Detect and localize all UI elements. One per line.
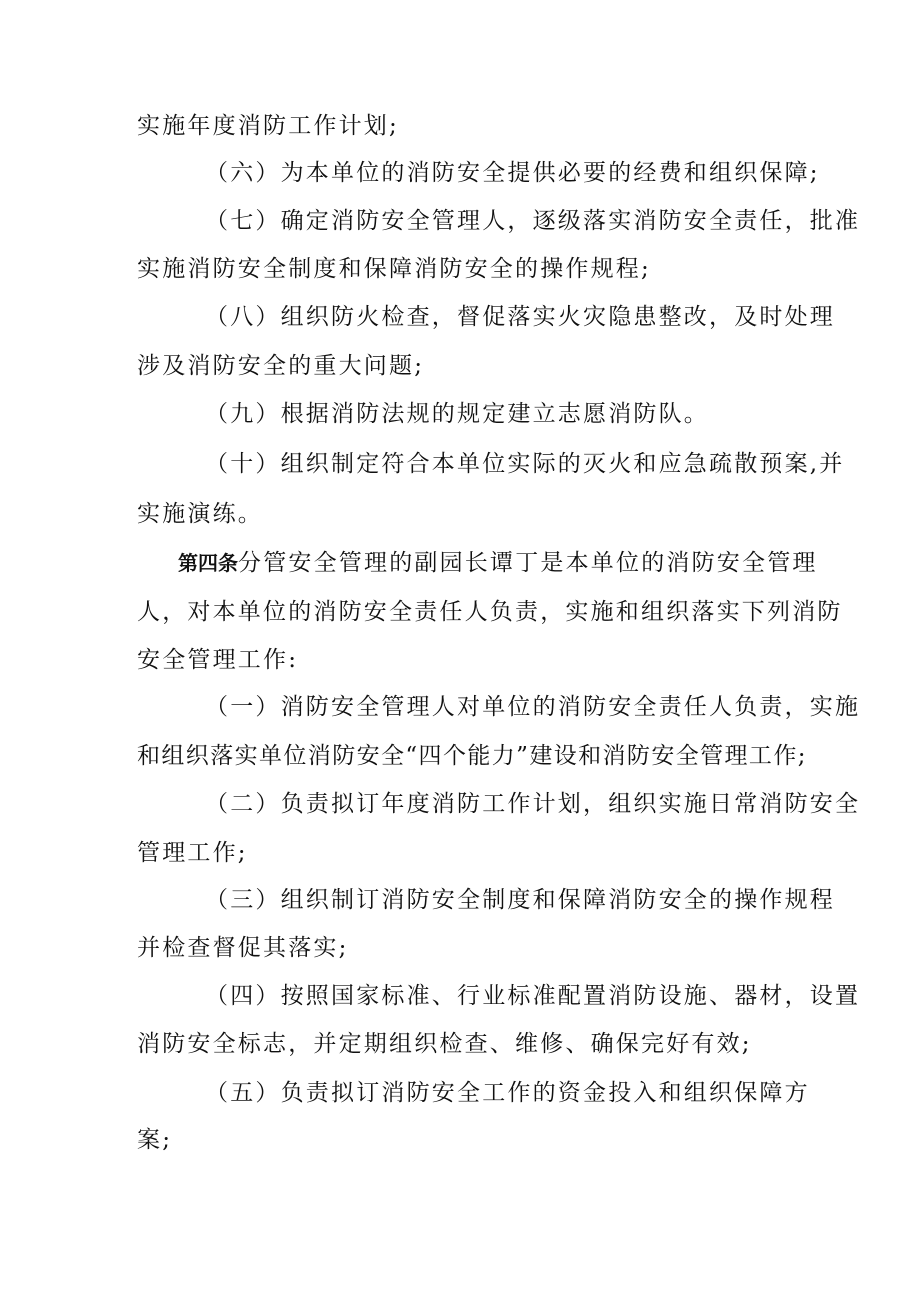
text-line: 和组织落实单位消防安全“四个能力”建设和消防安全管理工作; [137,743,807,769]
text-line: 涉及消防安全的重大问题; [137,353,425,379]
text-line: （十）组织制定符合本单位实际的灭火和应急疏散预案,并 [205,451,845,477]
text-line: 管理工作; [137,840,248,866]
article-heading-line [178,548,818,578]
text-line: 并检查督促其落实; [137,935,349,961]
text-line: （二）负责拟订年度消防工作计划，组织实施日常消防安全 [205,791,861,817]
text-line: （四）按照国家标准、行业标准配置消防设施、器材，设置 [205,983,861,1009]
text-line: （七）确定消防安全管理人，逐级落实消防安全责任，批准 [205,208,861,234]
text-line: 实施消防安全制度和保障消防安全的操作规程; [137,256,651,282]
text-line: 消防安全标志，并定期组织检查、维修、确保完好有效; [137,1031,752,1057]
text-line: （八）组织防火检查，督促落实火灾隐患整改，及时处理 [205,304,835,330]
text-line: 实施演练。 [137,501,263,527]
article-label: 第四条 [178,551,238,575]
text-line: 案; [137,1127,173,1153]
text-line: 安全管理工作: [137,647,299,673]
text-line: （一）消防安全管理人对单位的消防安全责任人负责，实施 [205,694,861,720]
text-line: 人，对本单位的消防安全责任人负责，实施和组织落实下列消防 [137,599,843,625]
text-line: （五）负责拟订消防安全工作的资金投入和组织保障方 [205,1080,810,1106]
text-line: 实施年度消防工作计划; [137,113,399,139]
article-text: 分管安全管理的副园长谭丁是本单位的消防安全管理 [238,550,818,576]
text-line: （九）根据消防法规的规定建立志愿消防队。 [205,401,709,427]
text-line: （三）组织制订消防安全制度和保障消防安全的操作规程 [205,887,835,913]
text-line: （六）为本单位的消防安全提供必要的经费和组织保障; [205,160,820,186]
